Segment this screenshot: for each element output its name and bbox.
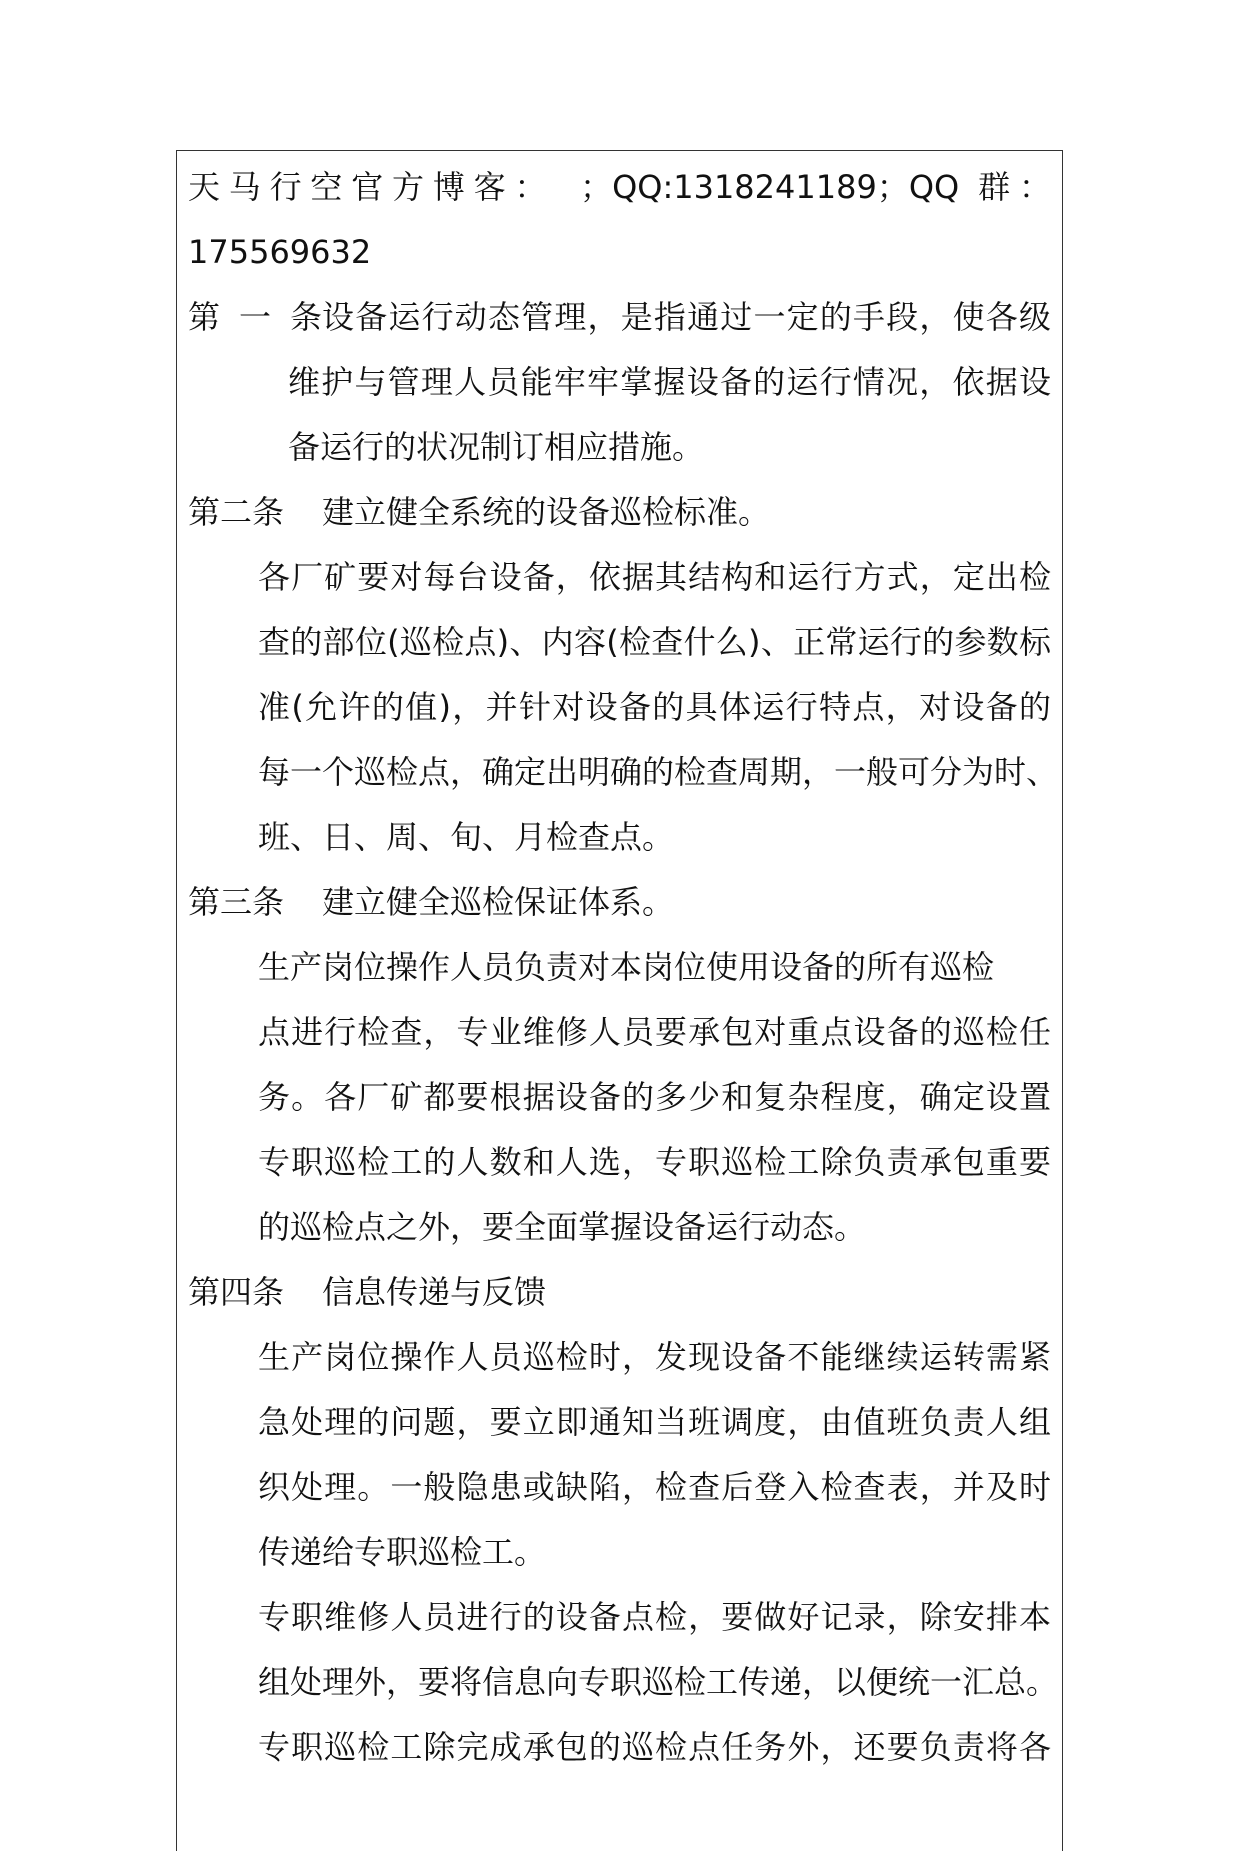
- paragraph-line: 备运行的状况制订相应措施。: [288, 428, 705, 466]
- paragraph-line: 生产岗位操作人员负责对本岗位使用设备的所有巡检: [258, 948, 995, 986]
- article-title: 建立健全巡检保证体系。: [322, 883, 675, 921]
- article-heading: [188, 1260, 1051, 1325]
- article-label: 第三条: [188, 883, 285, 921]
- article-title: 信息传递与反馈: [322, 1273, 547, 1311]
- paragraph-line: 生产岗位操作人员巡检时，发现设备不能继续运转需紧: [258, 1338, 1051, 1376]
- paragraph-line: 传递给专职巡检工。: [258, 1533, 547, 1571]
- paragraph-line: 织处理。一般隐患或缺陷，检查后登入检查表，并及时: [258, 1468, 1051, 1506]
- paragraph-line: 准(允许的值)，并针对设备的具体运行特点，对设备的: [258, 688, 1051, 726]
- header-text-line: 175569632: [188, 233, 372, 271]
- paragraph-line: 急处理的问题，要立即通知当班调度，由值班负责人组: [258, 1403, 1051, 1441]
- paragraph-line: 专职巡检工除完成承包的巡检点任务外，还要负责将各: [258, 1728, 1051, 1766]
- article-heading: [188, 870, 1051, 935]
- paragraph-line: 每一个巡检点，确定出明确的检查周期，一般可分为时、: [258, 753, 1059, 791]
- paragraph-line: 专职巡检工的人数和人选，专职巡检工除负责承包重要: [258, 1143, 1051, 1181]
- article-heading: [188, 480, 1051, 545]
- paragraph-line: 查的部位(巡检点)、内容(检查什么)、正常运行的参数标: [258, 623, 1051, 661]
- article-title: 建立健全系统的设备巡检标准。: [322, 493, 771, 531]
- paragraph-line: 维护与管理人员能牢牢掌握设备的运行情况，依据设: [288, 363, 1051, 401]
- paragraph-line: 组处理外，要将信息向专职巡检工传递，以便统一汇总。: [258, 1663, 1059, 1701]
- paragraph-line: 务。各厂矿都要根据设备的多少和复杂程度，确定设置: [258, 1078, 1051, 1116]
- paragraph-line: 的巡检点之外，要全面掌握设备运行动态。: [258, 1208, 867, 1246]
- paragraph-line: 专职维修人员进行的设备点检，要做好记录，除安排本: [258, 1598, 1051, 1636]
- paragraph-line: 点进行检查，专业维修人员要承包对重点设备的巡检任: [258, 1013, 1051, 1051]
- paragraph-line: 班、日、周、旬、月检查点。: [258, 818, 675, 856]
- article-label: 第一条: [188, 298, 322, 336]
- article-label: 第四条: [188, 1273, 285, 1311]
- article-title: 设备运行动态管理，是指通过一定的手段，使各级: [322, 298, 1051, 336]
- header-text-line: 天马行空官方博客： ；QQ:1318241189；QQ 群：: [188, 168, 1051, 206]
- article-heading: [188, 285, 1051, 350]
- paragraph-line: 各厂矿要对每台设备，依据其结构和运行方式，定出检: [258, 558, 1051, 596]
- article-label: 第二条: [188, 493, 285, 531]
